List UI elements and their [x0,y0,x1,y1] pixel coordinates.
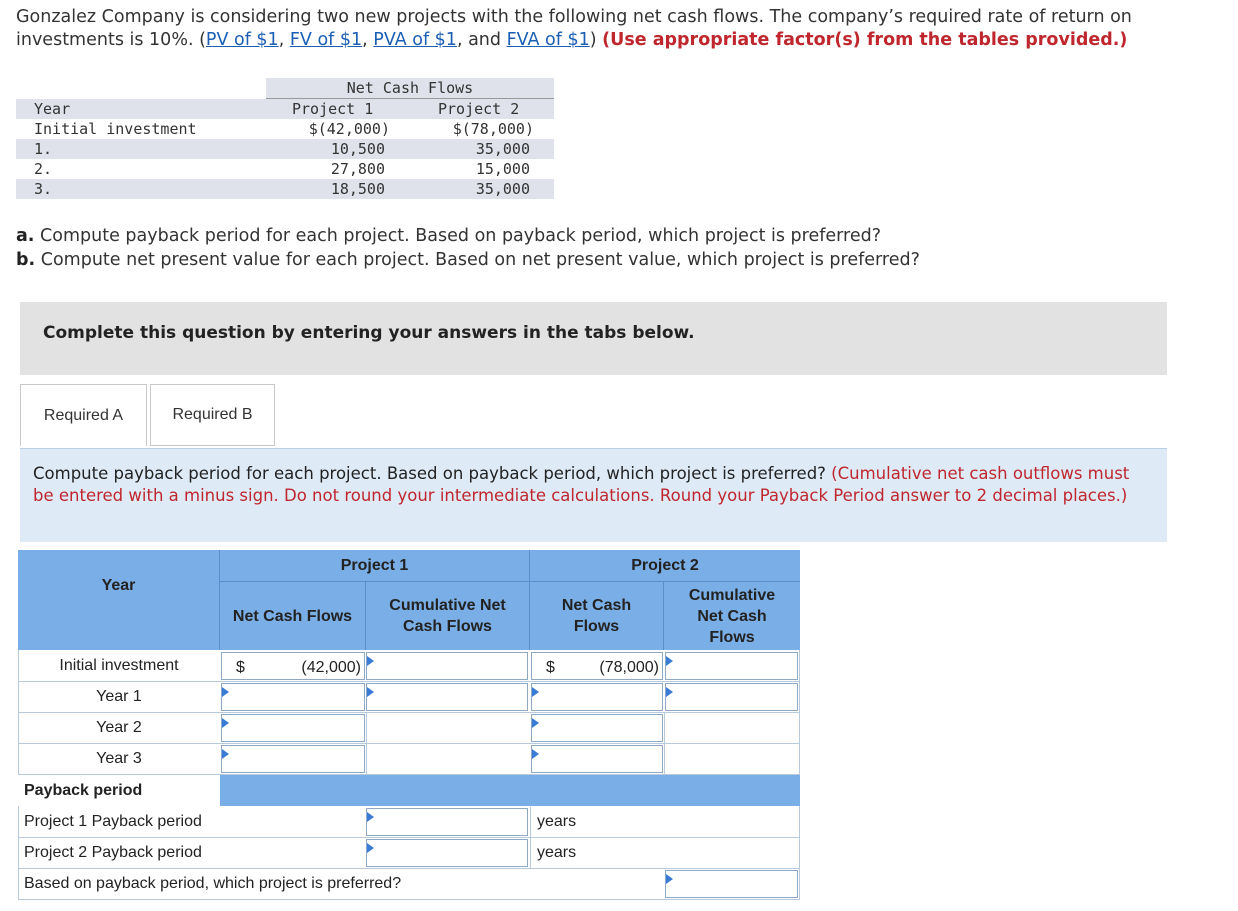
row-year-3: Year 3 [96,750,142,767]
given-header-row-1 [16,78,554,98]
question-b: b. Compute net present value for each project. Based on net present value, which project is preferred? [16,250,920,270]
given-row: 3. 18,500 35,000 [16,179,554,199]
payback-period-header: Payback period [24,781,143,799]
p2-cumulative-year1-input[interactable] [665,683,798,711]
link-fva[interactable]: FVA of $1 [506,30,590,50]
link-pv[interactable]: PV of $1 [205,30,279,50]
year-header: Year [18,550,220,650]
p2-payback-label: Project 2 Payback period [24,844,202,861]
instruction-banner [20,302,1167,375]
project-1-header: Project 1 [220,550,530,582]
p2-cumulative-initial-input[interactable] [665,652,798,680]
p1-net-year3-input[interactable] [221,745,365,773]
p1-net-year2-input[interactable] [221,714,365,742]
col-project-1: Project 1 [292,100,374,118]
row-year-1: Year 1 [96,688,142,705]
p1-cumulative-header: Cumulative Net Cash Flows [366,582,530,650]
col-project-2: Project 2 [438,100,520,118]
banner-text: Complete this question by entering your answers in the tabs below. [43,323,695,343]
answer-grid [18,550,800,900]
question-a: a. Compute payback period for each project. Based on payback period, which project is preferred? [16,226,882,246]
given-cash-flow-table [16,78,554,200]
p2-years-unit: years [530,838,664,868]
p1-net-year1-input[interactable] [221,683,365,711]
p2-payback-input[interactable] [366,839,528,867]
link-fv[interactable]: FV of $1 [289,30,363,50]
p1-initial-value: $ (42,000) [221,652,365,680]
p2-cumulative-header: Cumulative Net Cash Flows [664,582,800,650]
p2-net-cash-flows-header: Net Cash Flows [530,582,664,650]
p2-net-year2-input[interactable] [531,714,663,742]
net-cash-flows-header: Net Cash Flows [346,79,474,97]
tab-instructions [20,448,1167,542]
tab-required-b[interactable]: Required B [150,384,275,446]
p1-payback-input[interactable] [366,808,528,836]
instructions-main: Compute payback period for each project. Based on payback period, which project is preferred? [33,464,832,483]
p2-net-year3-input[interactable] [531,745,663,773]
link-pva[interactable]: PVA of $1 [373,30,457,50]
instructions-note: (Cumulative net cash outflows must be entered with a minus sign. Do not round your intermediate calculations. Round your Payback Period answer to 2 decimal places.) [33,464,1130,505]
col-year: Year [34,100,71,118]
given-header-row-2 [16,99,554,119]
intro-text: Gonzalez Company is considering two new projects with the following net cash flows. The company’s required rate of return on investments is 10%. ( [16,7,1132,50]
given-row: Initial investment $(42,000) $(78,000) [34,120,534,138]
given-row: 2. 27,800 15,000 [34,160,530,178]
row-year-2: Year 2 [96,719,142,736]
preferred-label: Based on payback period, which project is preferred? [24,875,402,892]
row-initial-investment: Initial investment [59,657,179,674]
tab-required-a[interactable]: Required A [20,384,147,446]
p2-net-year1-input[interactable] [531,683,663,711]
project-2-header: Project 2 [530,550,800,582]
p1-payback-label: Project 1 Payback period [24,813,202,830]
p1-net-cash-flows-header: Net Cash Flows [220,582,366,650]
p1-years-unit: years [530,807,664,837]
p1-cumulative-year1-input[interactable] [366,683,528,711]
questions [16,224,920,272]
p2-initial-value: $ (78,000) [531,652,663,680]
preferred-project-input[interactable] [665,870,798,898]
intro-paragraph: Gonzalez Company is considering two new projects with the following net cash flows. The company’s required rate of return on investments is 10%. (PV of $1, FV of $1, PVA of $1, and FVA of $1) (Use appropriate factor(s) from the tables provided.) [16,7,1132,50]
p1-cumulative-initial-input[interactable] [366,652,528,680]
given-row: 1. 10,500 35,000 [16,139,554,159]
factor-instruction: (Use appropriate factor(s) from the tables provided.) [602,30,1128,50]
